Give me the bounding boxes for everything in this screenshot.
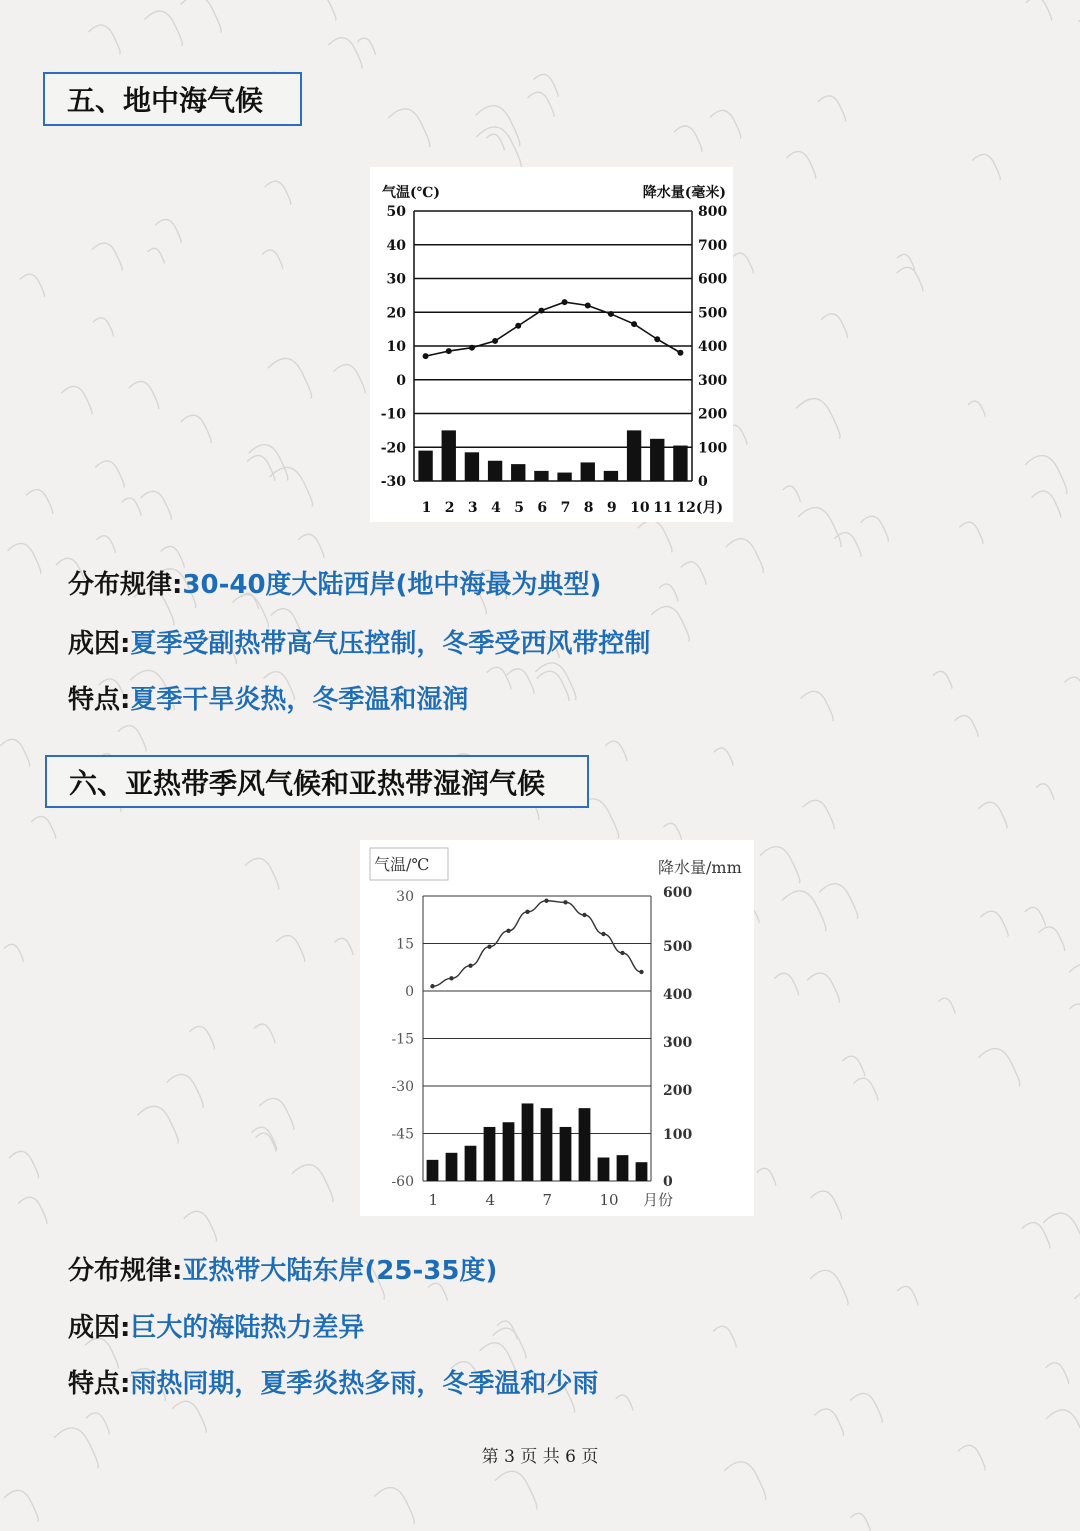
background-swirl (810, 1270, 848, 1304)
month-label: 1 (421, 500, 432, 516)
temperature-point (469, 345, 475, 351)
background-swirl (807, 973, 839, 1002)
background-swirl (605, 741, 626, 760)
precipitation-bar (557, 473, 571, 481)
background-swirl (955, 716, 978, 737)
background-swirl (798, 508, 841, 547)
page-number: 第 3 页 共 6 页 (481, 1447, 599, 1467)
month-label: 10 (599, 1191, 619, 1209)
precipitation-bar (446, 1153, 458, 1181)
month-label: 10 (630, 500, 650, 516)
background-swirl (155, 219, 181, 242)
section-heading-mediterranean (43, 72, 302, 126)
precipitation-bar (581, 462, 595, 481)
background-swirl (1025, 456, 1067, 494)
background-swirl (292, 1165, 333, 1202)
cause-label: 成因: (68, 629, 131, 659)
feature-label: 特点: (68, 685, 131, 715)
precipitation-bar (442, 430, 456, 481)
background-swirl (298, 534, 324, 557)
temperature-point (538, 308, 544, 314)
background-swirl (1074, 1290, 1080, 1324)
left-tick-label: 40 (386, 237, 406, 254)
precipitation-bar (598, 1158, 610, 1182)
temperature-point (601, 932, 605, 936)
feature-value: 夏季干旱炎热，冬季温和湿润 (130, 685, 469, 715)
left-tick-label: 15 (396, 936, 414, 953)
right-tick-label: 400 (698, 339, 728, 355)
left-tick-label: 0 (396, 372, 406, 389)
precipitation-bar (511, 464, 525, 481)
month-label: 7 (560, 500, 571, 516)
background-swirl (818, 96, 846, 121)
right-tick-label: 700 (698, 237, 728, 254)
right-tick-label: 300 (663, 1035, 693, 1051)
cause-line (68, 1307, 364, 1344)
background-swirl (1036, 784, 1053, 800)
background-swirl (137, 1106, 178, 1143)
precipitation-bar (579, 1108, 591, 1181)
background-swirl (811, 1191, 842, 1219)
left-tick-label: 30 (396, 889, 414, 905)
left-tick-label: -15 (391, 1031, 414, 1048)
distribution-label: 分布规律: (68, 570, 183, 600)
temperature-point (446, 348, 452, 354)
right-tick-label: 600 (663, 885, 693, 901)
distribution-value: 亚热带大陆东岸(25-35度) (182, 1256, 498, 1286)
month-label: 11 (653, 500, 673, 516)
right-axis-title: 降水量/mm (658, 858, 742, 877)
left-tick-label: -60 (391, 1174, 414, 1190)
month-label: 7 (542, 1191, 553, 1209)
temperature-point (544, 899, 548, 903)
background-swirl (1025, 907, 1046, 926)
right-tick-label: 100 (663, 1127, 693, 1143)
distribution-value: 30-40度大陆西岸(地中海最为典型) (182, 570, 602, 600)
feature-line (68, 679, 468, 716)
background-swirl (167, 1074, 203, 1107)
background-swirl (144, 11, 182, 45)
background-swirl (1032, 491, 1061, 517)
precipitation-bar (673, 446, 687, 481)
temperature-point (563, 900, 567, 904)
background-swirl (774, 973, 798, 995)
temperature-point (608, 311, 614, 317)
temperature-point (525, 910, 529, 914)
background-swirl (495, 1471, 537, 1509)
background-swirl (803, 800, 835, 829)
background-swirl (92, 243, 122, 270)
background-swirl (842, 1056, 864, 1076)
background-swirl (534, 74, 558, 96)
month-label: 3 (467, 500, 478, 516)
background-swirl (819, 884, 858, 919)
month-label: 4 (485, 1191, 496, 1209)
precipitation-bar (617, 1155, 629, 1181)
background-swirl (268, 359, 312, 398)
background-swirl (129, 382, 159, 409)
right-tick-label: 400 (663, 987, 693, 1003)
background-swirl (31, 816, 55, 838)
background-swirl (4, 944, 23, 961)
right-tick-label: 100 (698, 440, 728, 457)
background-swirl (276, 936, 305, 962)
background-swirl (9, 1151, 38, 1178)
background-swirl (8, 543, 41, 573)
background-swirl (18, 1197, 47, 1223)
precipitation-bar (636, 1162, 648, 1181)
background-swirl (724, 1462, 765, 1500)
background-swirl (1046, 1363, 1069, 1384)
background-swirl (681, 562, 706, 585)
background-swirl (251, 1127, 276, 1150)
background-swirl (1026, 0, 1051, 20)
temperature-point (620, 951, 624, 955)
temperature-point (487, 944, 491, 948)
background-swirl (616, 1395, 633, 1410)
background-swirl (270, 467, 313, 506)
background-swirl (254, 1024, 275, 1043)
left-tick-label: -30 (380, 474, 406, 490)
background-swirl (850, 1513, 870, 1531)
background-swirl (850, 1393, 882, 1422)
left-tick-label: -10 (380, 406, 406, 423)
background-swirl (663, 823, 681, 839)
background-swirl (783, 486, 800, 502)
background-swirl (307, 0, 336, 20)
subtropical-chart-svg (360, 840, 754, 1216)
section-heading-text: 六、亚热带季风气候和亚热带湿润气候 (69, 766, 546, 800)
left-tick-label: -45 (391, 1126, 414, 1143)
left-tick-label: 20 (386, 305, 406, 322)
background-swirl (853, 1078, 877, 1100)
background-swirl (933, 671, 952, 688)
left-tick-label: 0 (405, 984, 414, 1000)
background-swirl (786, 152, 815, 179)
left-tick-label: 30 (386, 271, 406, 288)
precipitation-bar (488, 461, 502, 481)
background-swirl (714, 748, 733, 765)
right-tick-label: 200 (698, 406, 728, 423)
background-swirl (659, 584, 678, 601)
background-swirl (972, 154, 1000, 179)
distribution-line (68, 564, 601, 601)
background-swirl (93, 318, 113, 336)
background-swirl (1043, 1213, 1080, 1252)
cause-label: 成因: (68, 1313, 131, 1343)
background-swirl (148, 248, 164, 263)
background-swirl (651, 607, 689, 642)
background-swirl (537, 671, 569, 700)
background-swirl (476, 127, 521, 168)
right-tick-label: 200 (663, 1083, 693, 1099)
background-swirl (713, 1326, 736, 1347)
background-swirl (861, 516, 889, 541)
background-swirl (26, 490, 53, 514)
background-swirl (801, 691, 833, 720)
background-swirl (980, 911, 1008, 936)
background-swirl (189, 1026, 214, 1049)
section-heading-subtropical (45, 755, 589, 808)
background-swirl (1070, 1004, 1080, 1023)
temperature-point (654, 336, 660, 342)
month-label: 2 (444, 500, 455, 516)
month-label: 4 (491, 500, 501, 516)
background-swirl (262, 250, 283, 269)
month-label: 12(月) (676, 500, 724, 516)
precipitation-bar (503, 1122, 515, 1181)
background-swirl (245, 858, 279, 889)
background-swirl (256, 1133, 276, 1151)
right-tick-label: 600 (698, 271, 728, 288)
precipitation-bar (427, 1160, 439, 1181)
month-label: 8 (583, 500, 594, 516)
background-swirl (184, 1211, 217, 1241)
mediterranean-climate-chart (370, 167, 733, 522)
temperature-point (639, 970, 643, 974)
month-label: 9 (606, 500, 617, 516)
background-swirl (710, 110, 741, 138)
background-swirl (726, 539, 764, 573)
background-swirl (140, 491, 171, 519)
distribution-label: 分布规律: (68, 1256, 183, 1286)
background-swirl (782, 891, 826, 931)
background-swirl (968, 401, 985, 416)
background-swirl (4, 1490, 38, 1521)
background-swirl (259, 1098, 294, 1129)
background-swirl (61, 386, 92, 414)
temperature-point (492, 338, 498, 344)
left-tick-label: -20 (380, 440, 406, 457)
background-swirl (88, 25, 120, 54)
background-swirl (731, 253, 753, 273)
precipitation-bar (650, 439, 664, 481)
background-swirl (637, 521, 671, 552)
background-swirl (1022, 1223, 1050, 1249)
temperature-line (426, 302, 681, 356)
left-tick-label: -30 (391, 1079, 414, 1095)
temperature-point (677, 350, 683, 356)
right-tick-label: 500 (663, 939, 693, 955)
cause-line (68, 623, 650, 660)
background-swirl (328, 38, 362, 68)
month-label: 1 (428, 1191, 439, 1209)
feature-value: 雨热同期，夏季炎热多雨，冬季温和少雨 (130, 1369, 599, 1399)
background-swirl (821, 314, 847, 338)
precipitation-bar (627, 430, 641, 481)
precipitation-bar (534, 471, 548, 481)
right-tick-label: 300 (698, 372, 728, 389)
background-swirl (95, 461, 124, 487)
background-swirl (757, 1168, 776, 1185)
precipitation-bar (418, 451, 432, 481)
background-swirl (487, 667, 511, 689)
background-swirl (475, 106, 519, 146)
background-swirl (796, 399, 840, 439)
background-swirl (938, 998, 955, 1013)
background-swirl (978, 1049, 1019, 1086)
background-swirl (760, 847, 800, 883)
right-tick-label: 0 (663, 1174, 673, 1190)
background-swirl (122, 498, 141, 515)
background-swirl (335, 938, 353, 954)
left-tick-label: 10 (386, 339, 406, 355)
background-swirl (357, 38, 375, 54)
background-swirl (527, 92, 554, 116)
cause-value: 夏季受副热带高气压控制，冬季受西风带控制 (130, 629, 651, 659)
temperature-point (562, 299, 568, 305)
background-swirl (388, 109, 430, 147)
right-tick-label: 0 (698, 474, 708, 490)
background-swirl (118, 726, 146, 752)
temperature-point (423, 353, 429, 359)
precipitation-bar (465, 1146, 477, 1181)
right-tick-label: 500 (698, 305, 728, 322)
background-swirl (959, 522, 983, 543)
temperature-point (515, 323, 521, 329)
precipitation-bar (465, 452, 479, 481)
temperature-point (585, 303, 591, 309)
background-swirl (97, 536, 116, 553)
background-swirl (334, 365, 365, 393)
precipitation-bar (541, 1108, 553, 1181)
background-swirl (897, 267, 923, 291)
background-swirl (181, 415, 211, 443)
subtropical-climate-chart (360, 840, 754, 1216)
temperature-point (582, 913, 586, 917)
temperature-point (430, 984, 434, 988)
background-swirl (486, 134, 504, 150)
background-swirl (979, 802, 1007, 828)
background-swirl (535, 663, 575, 700)
temperature-point (631, 321, 637, 327)
left-axis-title: 气温/℃ (374, 855, 430, 874)
right-tick-label: 800 (698, 204, 728, 220)
background-swirl (375, 1488, 415, 1524)
background-swirl (172, 1401, 206, 1432)
mediterranean-chart-svg (370, 167, 733, 522)
background-swirl (674, 126, 702, 151)
precipitation-bar (560, 1127, 572, 1181)
temperature-point (468, 963, 472, 967)
feature-line (68, 1363, 598, 1400)
background-swirl (20, 274, 45, 296)
feature-label: 特点: (68, 1369, 131, 1399)
background-swirl (1069, 964, 1080, 1000)
background-swirl (1039, 927, 1065, 950)
right-axis-title: 降水量(毫米) (642, 185, 726, 201)
section-heading-text: 五、地中海气候 (67, 84, 264, 117)
background-swirl (897, 1286, 918, 1305)
precipitation-bar (604, 471, 618, 481)
background-swirl (1064, 677, 1080, 698)
cause-value: 巨大的海陆热力差异 (130, 1313, 365, 1343)
temperature-point (506, 929, 510, 933)
background-swirl (0, 739, 30, 766)
background-swirl (265, 181, 291, 204)
background-swirl (814, 1409, 843, 1436)
background-swirl (181, 0, 222, 32)
left-axis-title: 气温(℃) (382, 185, 441, 201)
precipitation-bar (484, 1127, 496, 1181)
left-tick-label: 50 (386, 204, 406, 220)
month-label: 5 (514, 500, 524, 516)
temperature-point (449, 976, 453, 980)
month-label: 6 (537, 500, 548, 516)
month-label: 月份 (643, 1191, 674, 1209)
background-swirl (86, 1413, 109, 1434)
distribution-line (68, 1250, 497, 1287)
precipitation-bar (522, 1103, 534, 1181)
background-swirl (507, 669, 534, 694)
